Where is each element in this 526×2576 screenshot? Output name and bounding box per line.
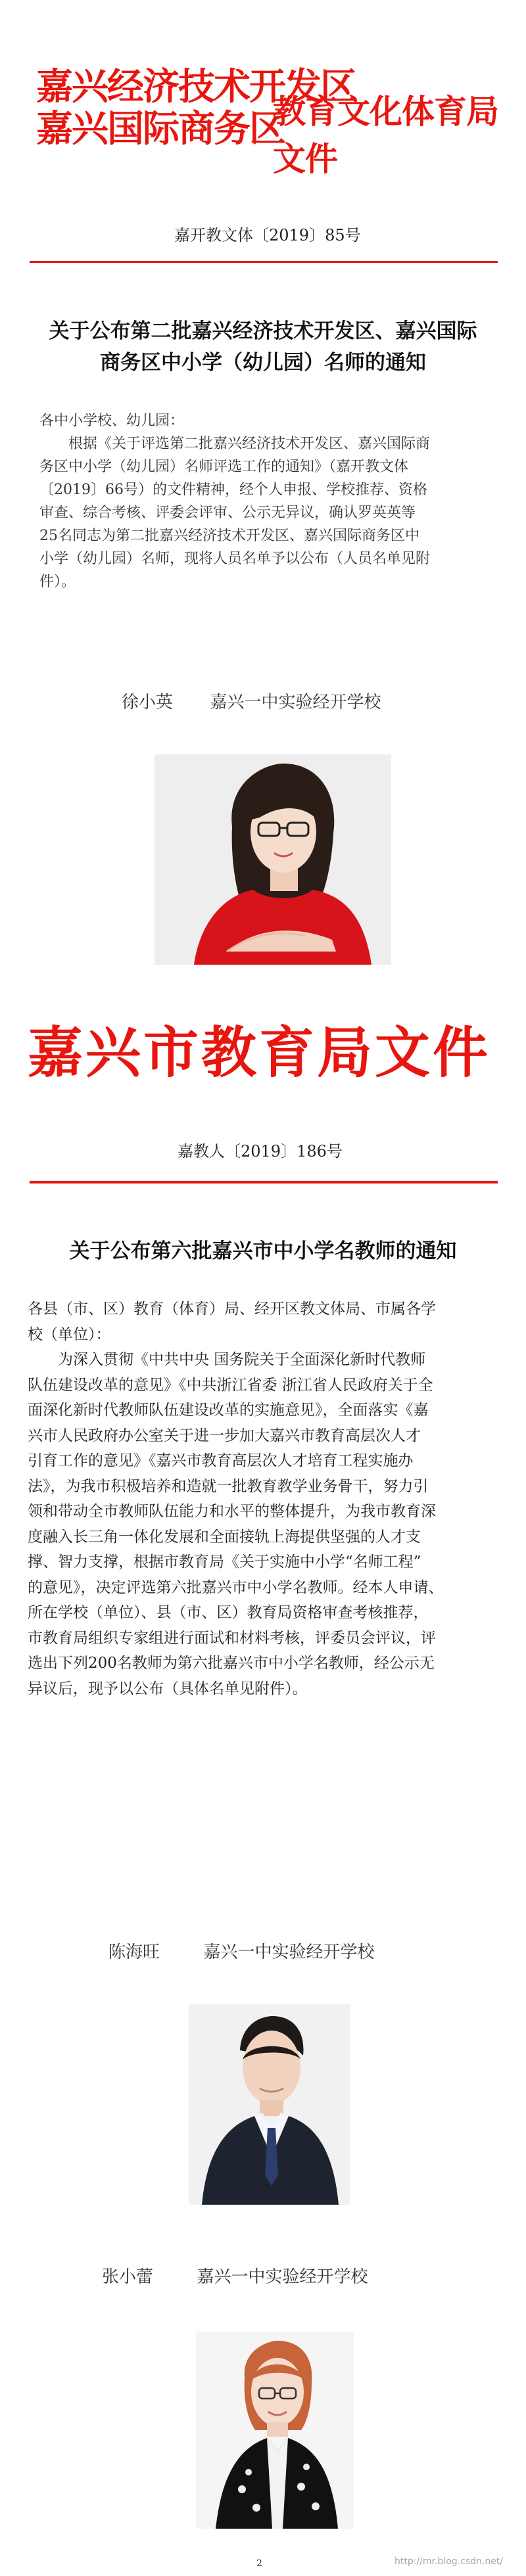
person-name: 徐小英 — [122, 693, 174, 712]
doc2-document-number: 嘉教人〔2019〕186号 — [178, 1142, 343, 1161]
doc2-body-line: 度融入长三角一体化发展和全面接轨上海提供坚强的人才支 — [28, 1528, 421, 1546]
doc2-body-line: 兴市人民政府办公室关于进一步加大嘉兴市教育高层次人才 — [28, 1427, 421, 1444]
doc1-document-number: 嘉开教文体〔2019〕85号 — [174, 226, 361, 244]
doc1-person-caption — [122, 689, 381, 713]
doc2-body-line: 为深入贯彻《中共中央 国务院关于全面深化新时代教师 — [58, 1351, 426, 1368]
doc2-person1-caption — [108, 1939, 375, 1963]
doc2-body — [28, 1347, 501, 1701]
doc1-body-line: 审查、综合考核、评委会评审、公示无异议，确认罗英英等 — [39, 505, 416, 521]
person-school: 嘉兴一中实验经开学校 — [203, 1943, 375, 1962]
doc1-red-rule — [30, 261, 498, 263]
doc1-body-line: 件）。 — [39, 574, 76, 590]
doc2-body-line: 的意见》，决定评选第六批嘉兴市中小学名教师。经本人申请、 — [28, 1578, 444, 1596]
doc2-body-line: 异议后，现予以公布（具体名单见附件）。 — [28, 1680, 308, 1697]
doc1-body-line: 根据《关于评选第二批嘉兴经济技术开发区、嘉兴国际商 — [68, 436, 431, 452]
doc2-salutation-line1: 各县（市、区）教育（体育）局、经开区教文体局、市属各学 — [28, 1300, 436, 1318]
person-school: 嘉兴一中实验经开学校 — [197, 2267, 368, 2287]
doc2-body-line: 市教育局组织专家组进行面试和材料考核，评委员会评议，评 — [28, 1629, 436, 1647]
doc2-person1-photo — [189, 2004, 350, 2205]
doc1-org-line2: 嘉兴国际商务区 — [36, 107, 285, 150]
doc2-body-line: 所在学校（单位）、县（市、区）教育局资格审查考核推荐， — [28, 1604, 429, 1621]
doc1-title — [26, 315, 500, 379]
person-name: 陈海旺 — [108, 1943, 160, 1962]
doc1-body — [39, 432, 493, 593]
person-name: 张小蕾 — [102, 2267, 154, 2287]
doc1-person-photo — [155, 754, 391, 965]
doc2-title: 关于公布第六批嘉兴市中小学名教师的通知 — [69, 1239, 457, 1263]
doc2-body-line: 领和带动全市教师队伍能力和水平的整体提升，为我市教育深 — [28, 1503, 436, 1520]
doc2-person2-photo — [196, 2332, 354, 2529]
doc2-salutation-line2: 校（单位）： — [28, 1325, 111, 1343]
doc2-body-line: 选出下列200名教师为第六批嘉兴市中小学名教师，经公示无 — [28, 1655, 435, 1672]
doc2-body-line: 队伍建设改革的意见》《中共浙江省委 浙江省人民政府关于全 — [28, 1376, 433, 1394]
doc1-salutation: 各中小学校、幼儿园： — [39, 413, 185, 429]
doc1-title-line1: 关于公布第二批嘉兴经济技术开发区、嘉兴国际 — [49, 319, 477, 343]
doc2-red-rule — [30, 1181, 498, 1184]
doc1-body-line: 25名同志为第二批嘉兴经济技术开发区、嘉兴国际商务区中 — [39, 528, 419, 544]
doc1-body-line: 〔2019〕66号）的文件精神，经个人申报、学校推荐、资格 — [39, 482, 427, 498]
doc1-dept-title: 教育文化体育局文件 — [273, 92, 498, 178]
doc2-body-line: 撑、智力支撑，根据市教育局《关于实施中小学“名师工程” — [28, 1553, 421, 1571]
doc2-body-line: 引育工作的意见》《嘉兴市教育高层次人才培育工程实施办 — [28, 1452, 414, 1469]
person-school: 嘉兴一中实验经开学校 — [210, 693, 381, 712]
doc2-person2-caption — [102, 2263, 368, 2288]
doc1-title-line2: 商务区中小学（幼儿园）名师的通知 — [100, 351, 426, 375]
page-number: 2 — [256, 2558, 262, 2569]
doc2-salutation — [28, 1297, 501, 1347]
watermark-text: http://mr.blog.csdn.net/ — [394, 2556, 504, 2567]
doc2-body-line: 法》，为我市积极培养和造就一批教育教学业务骨干，努力引 — [28, 1477, 429, 1495]
doc1-body-line: 小学（幼儿园）名师，现将人员名单予以公布（人员名单见附 — [39, 551, 431, 567]
doc2-body-line: 面深化新时代教师队伍建设改革的实施意见》，全面落实《嘉 — [28, 1402, 429, 1419]
doc2-header-title: 嘉兴市教育局文件 — [28, 1020, 491, 1085]
doc1-org-line1: 嘉兴经济技术开发区 — [36, 65, 356, 108]
doc1-body-line: 务区中小学（幼儿园）名师评选工作的通知》（嘉开教文体 — [39, 459, 409, 475]
